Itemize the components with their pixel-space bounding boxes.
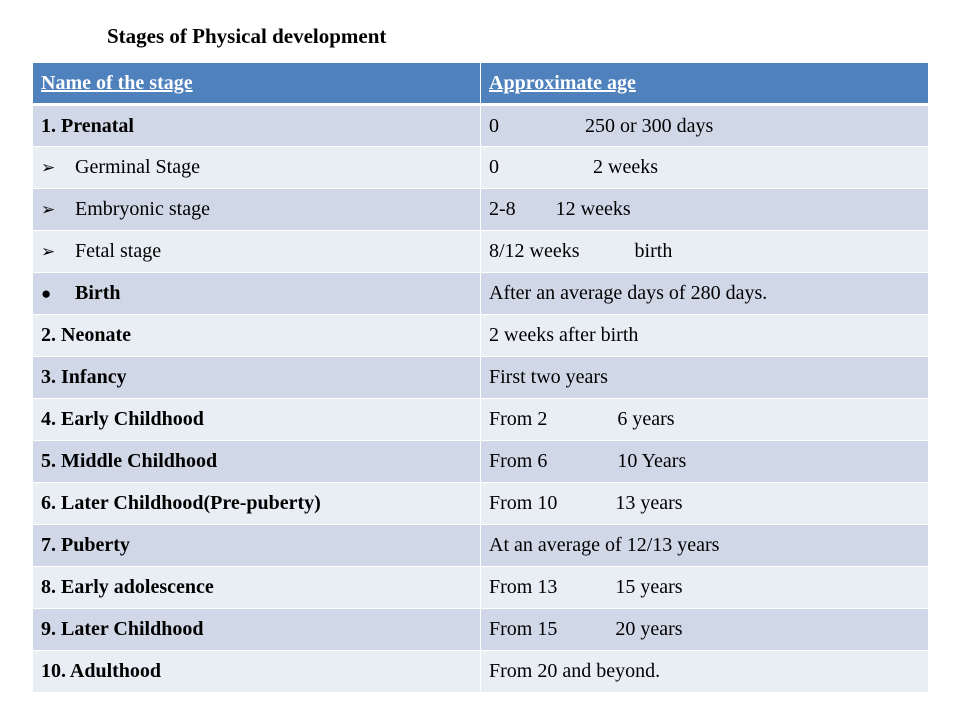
stage-name: Germinal Stage (75, 156, 200, 178)
stage-name: 1. Prenatal (41, 114, 134, 137)
stage-name-cell (33, 525, 481, 567)
table-row (33, 651, 929, 693)
age-start: After an average days of 280 days. (489, 282, 768, 304)
stage-name: 3. Infancy (41, 366, 127, 388)
age-start: At an average of 12/13 years (489, 534, 720, 556)
age-end: 6 years (617, 408, 675, 430)
table-row (33, 567, 929, 609)
table-row (33, 231, 929, 273)
arrow-bullet-icon: ➢ (41, 158, 56, 177)
arrow-bullet-icon: ➢ (41, 242, 56, 261)
age-start: From 6 (489, 450, 548, 472)
stage-name-cell (33, 105, 481, 147)
age-start: From 20 and beyond. (489, 660, 661, 682)
approximate-age-cell (481, 105, 929, 147)
stage-name-cell (33, 567, 481, 609)
age-end: 250 or 300 days (585, 114, 714, 137)
approximate-age-cell (481, 567, 929, 609)
approximate-age-cell (481, 315, 929, 357)
table-row (33, 189, 929, 231)
age-start: 2-8 (489, 198, 516, 220)
stage-name: 5. Middle Childhood (41, 450, 218, 472)
page-title: Stages of Physical development (107, 24, 387, 48)
stage-name: 9. Later Childhood (41, 618, 204, 640)
stage-name: 7. Puberty (41, 534, 130, 556)
stage-name: Fetal stage (75, 240, 162, 262)
table-row (33, 609, 929, 651)
stage-name: 10. Adulthood (41, 660, 162, 682)
approximate-age-cell (481, 651, 929, 693)
stage-name: Birth (75, 282, 121, 304)
table-row (33, 105, 929, 147)
stage-name-cell (33, 651, 481, 693)
stage-name-cell (33, 609, 481, 651)
age-end: 2 weeks (593, 156, 658, 178)
age-end: 13 years (615, 492, 683, 514)
approximate-age-cell (481, 609, 929, 651)
stage-name: Embryonic stage (75, 198, 210, 220)
header-stage-name: Name of the stage (33, 63, 481, 105)
header-approximate-age: Approximate age (481, 63, 929, 105)
age-end: birth (634, 240, 673, 262)
age-start: 8/12 weeks (489, 240, 580, 262)
stage-name-cell (33, 147, 481, 189)
age-start: 0 (489, 156, 499, 178)
age-start: From 2 (489, 408, 548, 430)
table-row (33, 525, 929, 567)
approximate-age-cell (481, 273, 929, 315)
stage-name-cell (33, 273, 481, 315)
stage-name-cell (33, 357, 481, 399)
stage-name: 6. Later Childhood(Pre-puberty) (41, 492, 321, 514)
stages-table (32, 62, 929, 693)
stage-name-cell (33, 441, 481, 483)
table-row (33, 273, 929, 315)
age-start: 0 (489, 114, 499, 137)
arrow-bullet-icon: ➢ (41, 200, 56, 219)
stage-name-cell (33, 315, 481, 357)
table-row (33, 483, 929, 525)
stage-name: 2. Neonate (41, 324, 131, 346)
stage-name-cell (33, 483, 481, 525)
stage-name: 8. Early adolescence (41, 576, 214, 598)
stage-name-cell (33, 231, 481, 273)
stage-name-cell (33, 399, 481, 441)
table-body (33, 105, 929, 693)
approximate-age-cell (481, 189, 929, 231)
table-row (33, 441, 929, 483)
approximate-age-cell (481, 231, 929, 273)
age-start: First two years (489, 366, 608, 388)
age-start: 2 weeks after birth (489, 324, 639, 346)
age-end: 20 years (615, 618, 683, 640)
table-header-row (33, 63, 929, 105)
table-row (33, 315, 929, 357)
approximate-age-cell (481, 147, 929, 189)
table-row (33, 147, 929, 189)
age-start: From 10 (489, 492, 558, 514)
approximate-age-cell (481, 399, 929, 441)
age-end: 12 weeks (555, 198, 631, 220)
stage-name: 4. Early Childhood (41, 408, 204, 430)
age-start: From 13 (489, 576, 558, 598)
age-start: From 15 (489, 618, 558, 640)
stage-name-cell (33, 189, 481, 231)
table-row (33, 399, 929, 441)
approximate-age-cell (481, 357, 929, 399)
approximate-age-cell (481, 441, 929, 483)
table-row (33, 357, 929, 399)
approximate-age-cell (481, 525, 929, 567)
round-bullet-icon: ● (41, 284, 52, 303)
approximate-age-cell (481, 483, 929, 525)
age-end: 10 Years (617, 450, 687, 472)
age-end: 15 years (615, 576, 683, 598)
